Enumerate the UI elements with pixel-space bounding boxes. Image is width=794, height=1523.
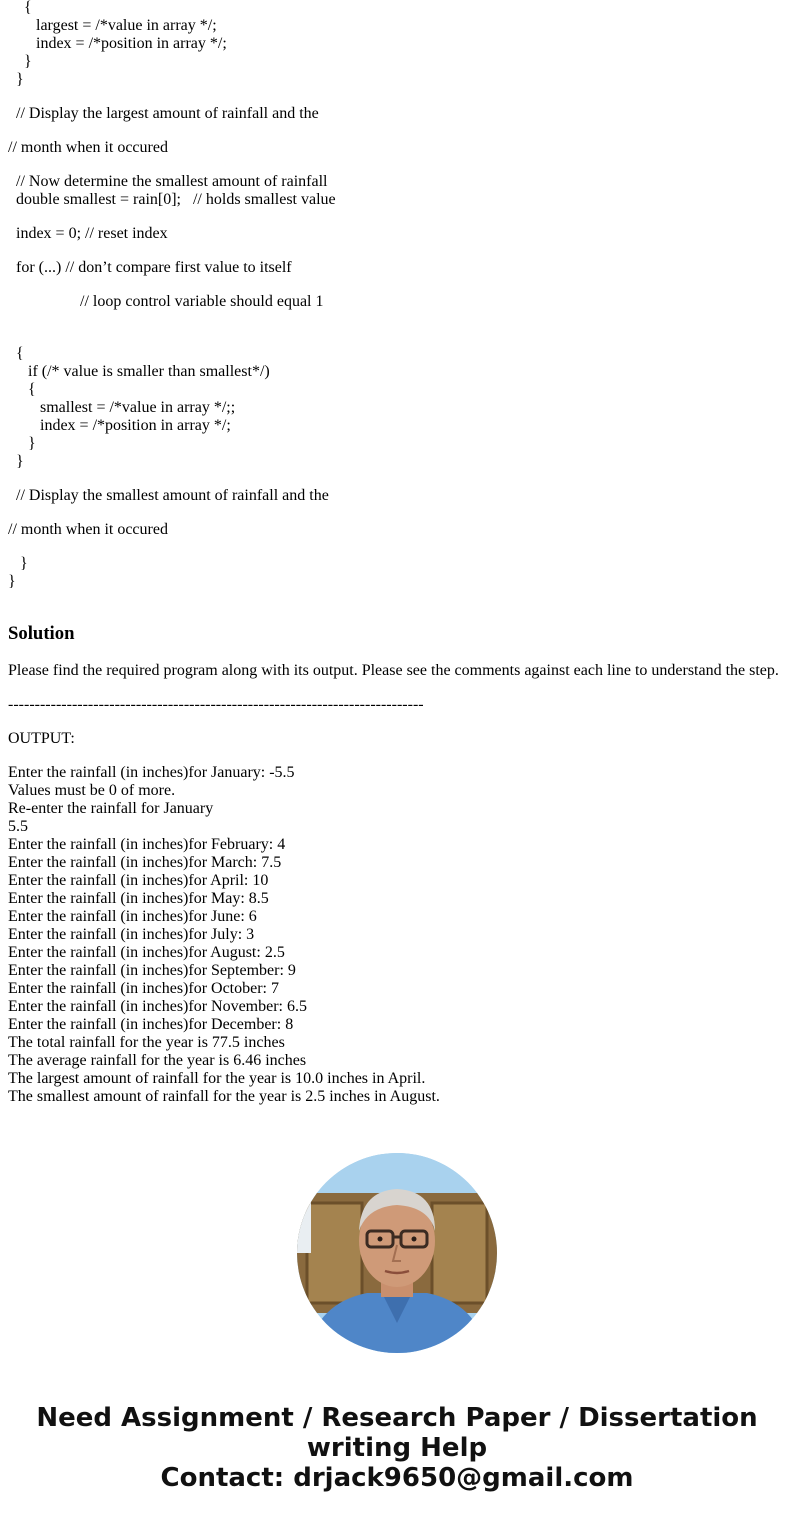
code-comment: // loop control variable should equal 1: [8, 293, 324, 310]
code-line: }: [8, 71, 24, 88]
code-comment: // Display the smallest amount of rainfall and the: [8, 487, 329, 504]
code-line: index = /*position in array */;: [8, 35, 227, 52]
output-line: Enter the rainfall (in inches)for July: 3: [8, 926, 255, 943]
output-line: Enter the rainfall (in inches)for August: 2.5: [8, 944, 285, 961]
code-line: {: [8, 345, 24, 362]
output-label: OUTPUT:: [8, 730, 75, 747]
code-snippet: [8, 0, 788, 591]
output-line: 5.5: [8, 818, 28, 835]
code-comment: // Display the largest amount of rainfall and the: [8, 105, 319, 122]
output-line: Re-enter the rainfall for January: [8, 800, 214, 817]
output-line: The largest amount of rainfall for the year is 10.0 inches in April.: [8, 1070, 426, 1087]
code-comment: // month when it occured: [8, 139, 168, 156]
code-line: index = 0; // reset index: [8, 225, 168, 242]
code-line: }: [8, 555, 28, 572]
output-line: Enter the rainfall (in inches)for October: 7: [8, 980, 279, 997]
code-line: }: [8, 573, 16, 590]
output-line: Enter the rainfall (in inches)for November: 6.5: [8, 998, 307, 1015]
separator-line: ------------------------------------------------------------------------------: [8, 696, 424, 713]
code-line: }: [8, 453, 24, 470]
output-line: Enter the rainfall (in inches)for January: -5.5: [8, 764, 295, 781]
output-line: Enter the rainfall (in inches)for March: 7.5: [8, 854, 282, 871]
output-line: Enter the rainfall (in inches)for May: 8.5: [8, 890, 269, 907]
code-line: }: [8, 435, 36, 452]
code-line: smallest = /*value in array */;;: [8, 399, 236, 416]
promo-line-1: Need Assignment / Research Paper / Dissertation: [36, 1403, 758, 1433]
code-line: largest = /*value in array */;: [8, 17, 217, 34]
code-line: index = /*position in array */;: [8, 417, 231, 434]
promo-banner: [0, 1403, 794, 1493]
author-portrait-image: [297, 1153, 497, 1353]
code-line: {: [8, 0, 32, 16]
code-line: double smallest = rain[0]; // holds smallest value: [8, 191, 336, 208]
output-line: Enter the rainfall (in inches)for September: 9: [8, 962, 296, 979]
output-line: Enter the rainfall (in inches)for December: 8: [8, 1016, 294, 1033]
output-line: Enter the rainfall (in inches)for June: 6: [8, 908, 257, 925]
author-avatar: [297, 1153, 497, 1353]
output-line: Enter the rainfall (in inches)for February: 4: [8, 836, 286, 853]
output-line: The smallest amount of rainfall for the year is 2.5 inches in August.: [8, 1088, 440, 1105]
code-line: if (/* value is smaller than smallest*/): [8, 363, 270, 380]
output-line: Enter the rainfall (in inches)for April: 10: [8, 872, 269, 889]
code-comment: // Now determine the smallest amount of rainfall: [8, 173, 328, 190]
solution-intro: Please find the required program along with its output. Please see the comments against each line to understand the step.: [8, 662, 779, 679]
promo-line-2: writing Help: [306, 1433, 488, 1463]
code-line: }: [8, 53, 32, 70]
code-line: {: [8, 381, 36, 398]
program-output: [8, 764, 440, 1106]
solution-heading: Solution: [8, 623, 75, 644]
code-line: for (...) // don’t compare first value to itself: [8, 259, 292, 276]
output-line: The average rainfall for the year is 6.46 inches: [8, 1052, 307, 1069]
output-line: The total rainfall for the year is 77.5 inches: [8, 1034, 285, 1051]
output-line: Values must be 0 of more.: [8, 782, 176, 799]
code-comment: // month when it occured: [8, 521, 168, 538]
promo-contact: Contact: drjack9650@gmail.com: [160, 1463, 634, 1493]
